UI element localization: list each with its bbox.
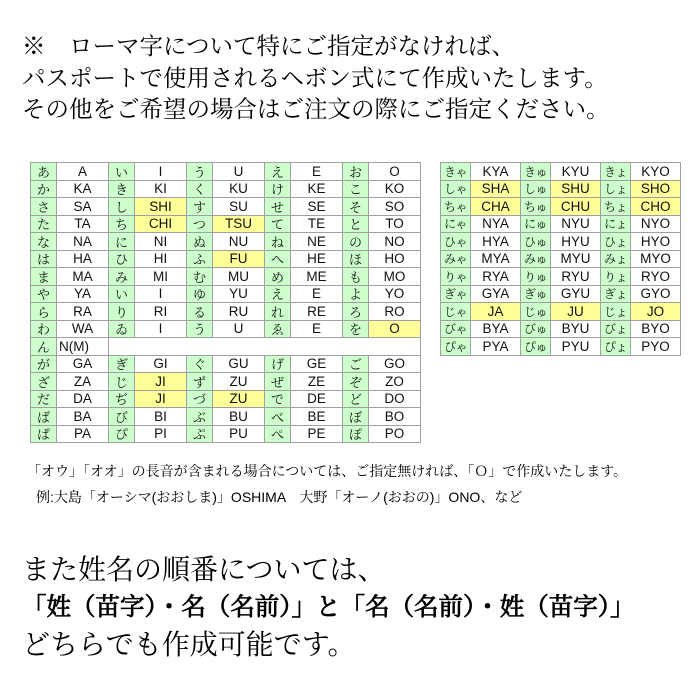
- kana-cell: ぽ: [343, 426, 369, 444]
- romaji-cell-highlighted: JO: [631, 303, 681, 321]
- kana-cell: の: [343, 233, 369, 251]
- kana-cell: で: [265, 391, 291, 409]
- kana-cell: え: [265, 163, 291, 181]
- kana-cell: ぷ: [187, 426, 213, 444]
- name-order-line: また姓名の順番については、: [22, 554, 386, 585]
- romaji-cell: PO: [369, 426, 421, 444]
- romaji-cell: HYU: [551, 233, 601, 251]
- long-vowel-note: [27, 458, 627, 510]
- kana-cell: い: [109, 286, 135, 304]
- kana-cell: ゐ: [109, 321, 135, 339]
- kana-cell: ぴゃ: [441, 338, 471, 356]
- romaji-cell: HE: [291, 251, 343, 269]
- romaji-cell: NYA: [471, 216, 521, 234]
- romaji-cell: PU: [213, 426, 265, 444]
- empty-cell: [109, 338, 421, 356]
- kana-cell: ひゃ: [441, 233, 471, 251]
- kana-cell: びょ: [601, 321, 631, 339]
- romaji-cell: ZE: [291, 373, 343, 391]
- romaji-cell: BYO: [631, 321, 681, 339]
- kana-cell: だ: [31, 391, 57, 409]
- notice-line: パスポートで使用されるヘボン式にて作成いたします。: [22, 64, 608, 91]
- romaji-cell: KE: [291, 181, 343, 199]
- romaji-cell: TA: [57, 216, 109, 234]
- romaji-cell: KYO: [631, 163, 681, 181]
- kana-cell: じゃ: [441, 303, 471, 321]
- kana-cell: じょ: [601, 303, 631, 321]
- romaji-cell-highlighted: O: [369, 321, 421, 339]
- kana-cell: げ: [265, 356, 291, 374]
- romaji-cell: RYU: [551, 268, 601, 286]
- kana-cell: ら: [31, 303, 57, 321]
- romaji-cell: PA: [57, 426, 109, 444]
- kana-cell: ちゅ: [521, 198, 551, 216]
- romaji-cell: NYU: [551, 216, 601, 234]
- kana-cell: る: [187, 303, 213, 321]
- romaji-cell: PYU: [551, 338, 601, 356]
- romaji-cell: HO: [369, 251, 421, 269]
- romaji-cell: GYU: [551, 286, 601, 304]
- kana-cell: びゃ: [441, 321, 471, 339]
- romaji-cell: BA: [57, 408, 109, 426]
- kana-cell: ご: [343, 356, 369, 374]
- note-line: 「オウ」「オオ」の長音が含まれる場合については、ご指定無ければ、「Ｏ」で作成いたします。: [27, 463, 628, 479]
- kana-cell: し: [109, 198, 135, 216]
- hepburn-basic-table: [30, 162, 421, 443]
- romaji-cell: MYO: [631, 251, 681, 269]
- romaji-cell: BYU: [551, 321, 601, 339]
- kana-cell: さ: [31, 198, 57, 216]
- kana-cell: こ: [343, 181, 369, 199]
- kana-cell: ぴゅ: [521, 338, 551, 356]
- kana-cell: じ: [109, 373, 135, 391]
- romaji-cell: KYA: [471, 163, 521, 181]
- kana-cell: す: [187, 198, 213, 216]
- romaji-cell: RE: [291, 303, 343, 321]
- romaji-cell: RA: [57, 303, 109, 321]
- romaji-cell: KI: [135, 181, 187, 199]
- romaji-cell-highlighted: CHO: [631, 198, 681, 216]
- romaji-cell: YA: [57, 286, 109, 304]
- romaji-cell: E: [291, 321, 343, 339]
- kana-cell: ん: [31, 338, 57, 356]
- romaji-cell-highlighted: CHA: [471, 198, 521, 216]
- kana-cell: みょ: [601, 251, 631, 269]
- kana-cell: りゅ: [521, 268, 551, 286]
- name-order-text: [22, 551, 635, 664]
- kana-cell: びゅ: [521, 321, 551, 339]
- kana-cell: きょ: [601, 163, 631, 181]
- kana-cell: ぼ: [343, 408, 369, 426]
- romaji-cell: HI: [135, 251, 187, 269]
- romaji-cell: KO: [369, 181, 421, 199]
- name-order-options: 「姓（苗字）・名（名前）」と「名（名前）・姓（苗字）」: [22, 593, 635, 621]
- kana-cell: ひ: [109, 251, 135, 269]
- romaji-cell-highlighted: TSU: [213, 216, 265, 234]
- romaji-cell-highlighted: JI: [135, 391, 187, 409]
- kana-cell: ま: [31, 268, 57, 286]
- kana-cell: よ: [343, 286, 369, 304]
- kana-cell: ざ: [31, 373, 57, 391]
- romaji-cell: DA: [57, 391, 109, 409]
- kana-cell: む: [187, 268, 213, 286]
- romaji-cell-highlighted: SHI: [135, 198, 187, 216]
- romaji-cell: PE: [291, 426, 343, 444]
- kana-cell: ど: [343, 391, 369, 409]
- kana-cell: にょ: [601, 216, 631, 234]
- romaji-cell: KU: [213, 181, 265, 199]
- kana-cell: う: [187, 321, 213, 339]
- kana-cell: お: [343, 163, 369, 181]
- romaji-cell: KYU: [551, 163, 601, 181]
- romaji-cell: RYA: [471, 268, 521, 286]
- romaji-cell-highlighted: SHU: [551, 181, 601, 199]
- kana-cell: ろ: [343, 303, 369, 321]
- kana-cell: そ: [343, 198, 369, 216]
- kana-cell: う: [187, 163, 213, 181]
- romaji-cell: YO: [369, 286, 421, 304]
- romaji-cell: ZU: [213, 373, 265, 391]
- kana-cell: を: [343, 321, 369, 339]
- kana-cell: な: [31, 233, 57, 251]
- romaji-cell-highlighted: ZU: [213, 391, 265, 409]
- romaji-cell: MU: [213, 268, 265, 286]
- romaji-cell: GA: [57, 356, 109, 374]
- romaji-cell: I: [135, 321, 187, 339]
- romaji-cell: I: [135, 286, 187, 304]
- kana-cell: しょ: [601, 181, 631, 199]
- romaji-cell: GYO: [631, 286, 681, 304]
- kana-cell: あ: [31, 163, 57, 181]
- kana-cell: ひょ: [601, 233, 631, 251]
- romaji-cell: NA: [57, 233, 109, 251]
- kana-cell: わ: [31, 321, 57, 339]
- kana-cell: ゑ: [265, 321, 291, 339]
- romaji-cell: SO: [369, 198, 421, 216]
- romaji-cell-highlighted: FU: [213, 251, 265, 269]
- kana-cell: ぞ: [343, 373, 369, 391]
- romaji-cell: DO: [369, 391, 421, 409]
- kana-cell: も: [343, 268, 369, 286]
- romaji-cell-highlighted: CHU: [551, 198, 601, 216]
- romaji-cell: BO: [369, 408, 421, 426]
- kana-cell: ち: [109, 216, 135, 234]
- romaji-cell: N(M): [57, 338, 109, 356]
- romaji-cell: RYO: [631, 268, 681, 286]
- romaji-cell: U: [213, 163, 265, 181]
- romaji-cell: NU: [213, 233, 265, 251]
- kana-cell: か: [31, 181, 57, 199]
- kana-cell: べ: [265, 408, 291, 426]
- romaji-cell: MO: [369, 268, 421, 286]
- kana-cell: が: [31, 356, 57, 374]
- kana-cell: え: [265, 286, 291, 304]
- kana-cell: て: [265, 216, 291, 234]
- kana-cell: せ: [265, 198, 291, 216]
- romaji-cell: MYU: [551, 251, 601, 269]
- kana-cell: び: [109, 408, 135, 426]
- kana-cell: き: [109, 181, 135, 199]
- kana-cell: ほ: [343, 251, 369, 269]
- kana-cell: り: [109, 303, 135, 321]
- romaji-cell: DE: [291, 391, 343, 409]
- note-example-line: 例:大島「オーシマ(おおしま)」OSHIMA 大野「オーノ(おおの)」ONO、など: [36, 489, 523, 505]
- romaji-cell: NO: [369, 233, 421, 251]
- kana-cell: ひゅ: [521, 233, 551, 251]
- kana-cell: ぜ: [265, 373, 291, 391]
- kana-cell: しゃ: [441, 181, 471, 199]
- kana-cell: へ: [265, 251, 291, 269]
- romaji-cell: PYA: [471, 338, 521, 356]
- romaji-cell: NI: [135, 233, 187, 251]
- romaji-cell-highlighted: SHO: [631, 181, 681, 199]
- romaji-cell: BI: [135, 408, 187, 426]
- notice-line: その他をご希望の場合はご注文の際にご指定ください。: [22, 96, 610, 122]
- kana-cell: つ: [187, 216, 213, 234]
- kana-cell: じゅ: [521, 303, 551, 321]
- kana-cell: みゅ: [521, 251, 551, 269]
- romaji-cell-highlighted: JI: [135, 373, 187, 391]
- romaji-cell: SU: [213, 198, 265, 216]
- romaji-cell: I: [135, 163, 187, 181]
- kana-cell: りょ: [601, 268, 631, 286]
- kana-cell: れ: [265, 303, 291, 321]
- notice-line: ※ ローマ字について特にご指定がなければ、: [22, 33, 516, 59]
- kana-cell: ぎゃ: [441, 286, 471, 304]
- romaji-cell: SE: [291, 198, 343, 216]
- kana-cell: め: [265, 268, 291, 286]
- romaji-cell: HYO: [631, 233, 681, 251]
- romaji-cell: MYA: [471, 251, 521, 269]
- romaji-cell-highlighted: CHI: [135, 216, 187, 234]
- kana-cell: や: [31, 286, 57, 304]
- kana-cell: た: [31, 216, 57, 234]
- kana-cell: ぴ: [109, 426, 135, 444]
- kana-cell: は: [31, 251, 57, 269]
- kana-cell: ず: [187, 373, 213, 391]
- romaji-cell: E: [291, 163, 343, 181]
- romaji-cell: HYA: [471, 233, 521, 251]
- romaji-cell: TO: [369, 216, 421, 234]
- romaji-cell: NYO: [631, 216, 681, 234]
- romaji-cell: RI: [135, 303, 187, 321]
- romaji-cell: MA: [57, 268, 109, 286]
- romaji-cell-highlighted: SHA: [471, 181, 521, 199]
- romaji-cell: E: [291, 286, 343, 304]
- romaji-cell: BYA: [471, 321, 521, 339]
- romaji-cell: GU: [213, 356, 265, 374]
- romaji-cell-highlighted: JU: [551, 303, 601, 321]
- romaji-cell: GI: [135, 356, 187, 374]
- kana-cell: みゃ: [441, 251, 471, 269]
- romaji-cell: BE: [291, 408, 343, 426]
- romaji-cell: RO: [369, 303, 421, 321]
- kana-cell: ば: [31, 408, 57, 426]
- kana-cell: ぬ: [187, 233, 213, 251]
- kana-cell: ぺ: [265, 426, 291, 444]
- romaji-cell: ZA: [57, 373, 109, 391]
- romaji-notice: [22, 31, 610, 126]
- kana-cell: ちゃ: [441, 198, 471, 216]
- romaji-cell: NE: [291, 233, 343, 251]
- kana-cell: にゃ: [441, 216, 471, 234]
- kana-cell: ぎゅ: [521, 286, 551, 304]
- romaji-cell: YU: [213, 286, 265, 304]
- kana-cell: ゆ: [187, 286, 213, 304]
- romaji-cell: RU: [213, 303, 265, 321]
- kana-cell: きゅ: [521, 163, 551, 181]
- romaji-cell: KA: [57, 181, 109, 199]
- kana-cell: ふ: [187, 251, 213, 269]
- kana-cell: と: [343, 216, 369, 234]
- hepburn-youon-table: [440, 162, 681, 356]
- kana-cell: づ: [187, 391, 213, 409]
- romaji-cell: GYA: [471, 286, 521, 304]
- kana-cell: ぴょ: [601, 338, 631, 356]
- romaji-cell: ME: [291, 268, 343, 286]
- kana-cell: ちょ: [601, 198, 631, 216]
- kana-cell: りゃ: [441, 268, 471, 286]
- romaji-cell: MI: [135, 268, 187, 286]
- romaji-cell: PYO: [631, 338, 681, 356]
- kana-cell: ぢ: [109, 391, 135, 409]
- kana-cell: ぶ: [187, 408, 213, 426]
- romaji-cell: PI: [135, 426, 187, 444]
- kana-cell: しゅ: [521, 181, 551, 199]
- romaji-cell: U: [213, 321, 265, 339]
- name-order-line: どちらでも作成可能です。: [22, 629, 356, 660]
- kana-cell: に: [109, 233, 135, 251]
- romaji-cell-highlighted: JA: [471, 303, 521, 321]
- romaji-cell: GO: [369, 356, 421, 374]
- kana-cell: ぎょ: [601, 286, 631, 304]
- kana-cell: み: [109, 268, 135, 286]
- kana-cell: にゅ: [521, 216, 551, 234]
- romaji-cell: ZO: [369, 373, 421, 391]
- romaji-cell: HA: [57, 251, 109, 269]
- kana-cell: きゃ: [441, 163, 471, 181]
- romaji-cell: SA: [57, 198, 109, 216]
- kana-cell: ぐ: [187, 356, 213, 374]
- romaji-cell: BU: [213, 408, 265, 426]
- kana-cell: け: [265, 181, 291, 199]
- romaji-cell: TE: [291, 216, 343, 234]
- kana-cell: ぱ: [31, 426, 57, 444]
- kana-cell: ね: [265, 233, 291, 251]
- kana-cell: く: [187, 181, 213, 199]
- romaji-cell: WA: [57, 321, 109, 339]
- romaji-cell: A: [57, 163, 109, 181]
- romaji-cell: O: [369, 163, 421, 181]
- romaji-cell: GE: [291, 356, 343, 374]
- kana-cell: ぎ: [109, 356, 135, 374]
- kana-cell: い: [109, 163, 135, 181]
